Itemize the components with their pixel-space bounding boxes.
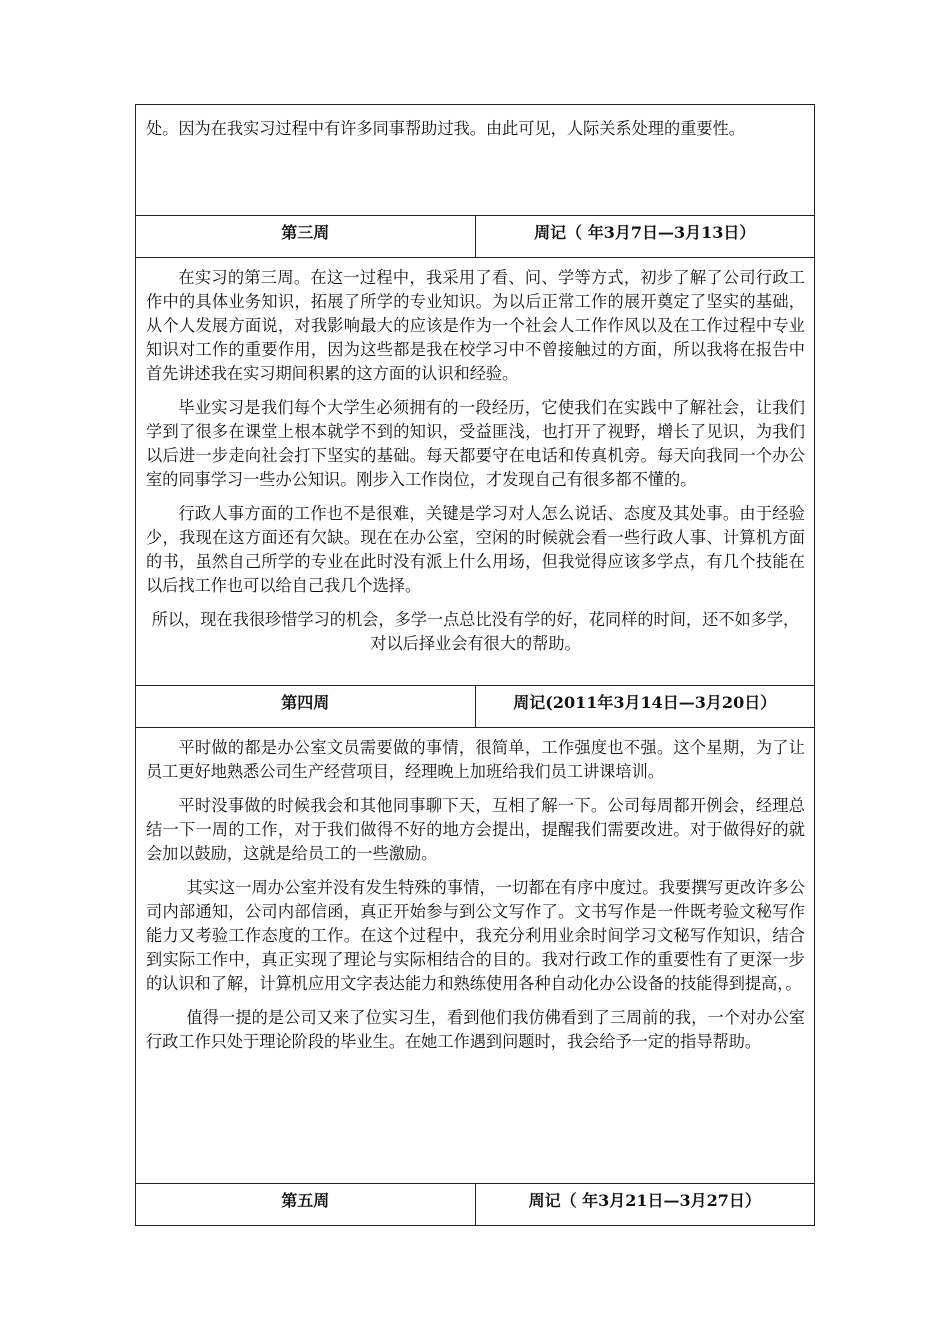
week4-paragraph-3: 其实这一周办公室并没有发生特殊的事情，一切都在有序中度过。我要撰写更改许多公司内部通知，公司内部信函，真正开始参与到公文写作了。文书写作是一件既考验文秘写作能力又考验工作态度的工作。在这个过程中，我充分利用业余时间学习文秘写作知识，结合到实际工作中，真正实现了理论与实际相结合的目的。我对行政工作的重要性有了更深一步的认识和了解，计算机应用文字表达能力和熟练使用各种自动化办公设备的技能得到提高，。	[146, 878, 805, 993]
intro-content	[136, 105, 814, 155]
week4-header-row	[136, 686, 815, 728]
week3-content	[136, 258, 814, 670]
week3-paragraph-4: 所以，现在我很珍惜学习的机会，多学一点总比没有学的好，花同样的时间，还不如多学，对以后择业会有很大的帮助。	[151, 610, 800, 653]
intro-paragraph: 处。因为在我实习过程中有许多同事帮助过我。由此可见，人际关系处理的重要性。	[146, 119, 745, 138]
week3-content-cell	[136, 258, 815, 686]
week3-label: 第三周	[136, 216, 476, 258]
journal-page	[135, 104, 815, 1226]
week4-paragraph-4: 值得一提的是公司又来了位实习生，看到他们我仿佛看到了三周前的我，一个对办公室行政工作只处于理论阶段的毕业生。在她工作遇到问题时，我会给予一定的指导帮助。	[146, 1008, 805, 1051]
week4-paragraph-2: 平时没事做的时候我会和其他同事聊下天，互相了解一下。公司每周都开例会，经理总结一下一周的工作，对于我们做得不好的地方会提出，提醒我们需要改进。对于做得好的就会加以鼓励，这就是给员工的一些激励。	[146, 796, 805, 863]
week4-content-row	[136, 728, 815, 1184]
weekly-journal-table	[135, 104, 815, 1226]
week3-paragraph-1: 在实习的第三周。在这一过程中，我采用了看、问、学等方式，初步了解了公司行政工作中的具体业务知识，拓展了所学的专业知识。为以后正常工作的展开奠定了坚实的基础，从个人发展方面说，对我影响最大的应该是作为一个社会人工作作风以及在工作过程中专业知识对工作的重要作用，因为这些都是我在校学习中不曾接触过的方面，所以我将在报告中首先讲述我在实习期间积累的这方面的认识和经验。	[146, 268, 805, 383]
week3-title: 周记（ 年3月7日—3月13日）	[475, 216, 815, 258]
intro-cell	[136, 105, 815, 216]
week5-title: 周记（ 年3月21日—3月27日）	[475, 1184, 815, 1226]
week5-label: 第五周	[136, 1184, 476, 1226]
week3-header-row	[136, 216, 815, 258]
week4-label: 第四周	[136, 686, 476, 728]
week3-paragraph-2: 毕业实习是我们每个大学生必须拥有的一段经历，它使我们在实践中了解社会，让我们学到了很多在课堂上根本就学不到的知识，受益匪浅，也打开了视野，增长了见识，为我们以后进一步走向社会打下坚实的基础。每天都要守在电话和传真机旁。每天向我同一个办公室的同事学习一些办公知识。刚步入工作岗位，才发现自己有很多都不懂的。	[146, 398, 805, 489]
week3-content-row	[136, 258, 815, 686]
week5-header-row	[136, 1184, 815, 1226]
week4-content	[136, 728, 814, 1068]
week4-title: 周记(2011年3月14日—3月20日）	[475, 686, 815, 728]
week4-content-cell	[136, 728, 815, 1184]
intro-row	[136, 105, 815, 216]
week3-paragraph-3: 行政人事方面的工作也不是很难，关键是学习对人怎么说话、态度及其处事。由于经验少，我现在这方面还有欠缺。现在在办公室，空闲的时候就会看一些行政人事、计算机方面的书，虽然自己所学的专业在此时没有派上什么用场，但我觉得应该多学点，有几个技能在以后找工作也可以给自己我几个选择。	[146, 504, 805, 595]
week4-paragraph-1: 平时做的都是办公室文员需要做的事情，很简单，工作强度也不强。这个星期，为了让员工更好地熟悉公司生产经营项目，经理晚上加班给我们员工讲课培训。	[146, 738, 805, 781]
